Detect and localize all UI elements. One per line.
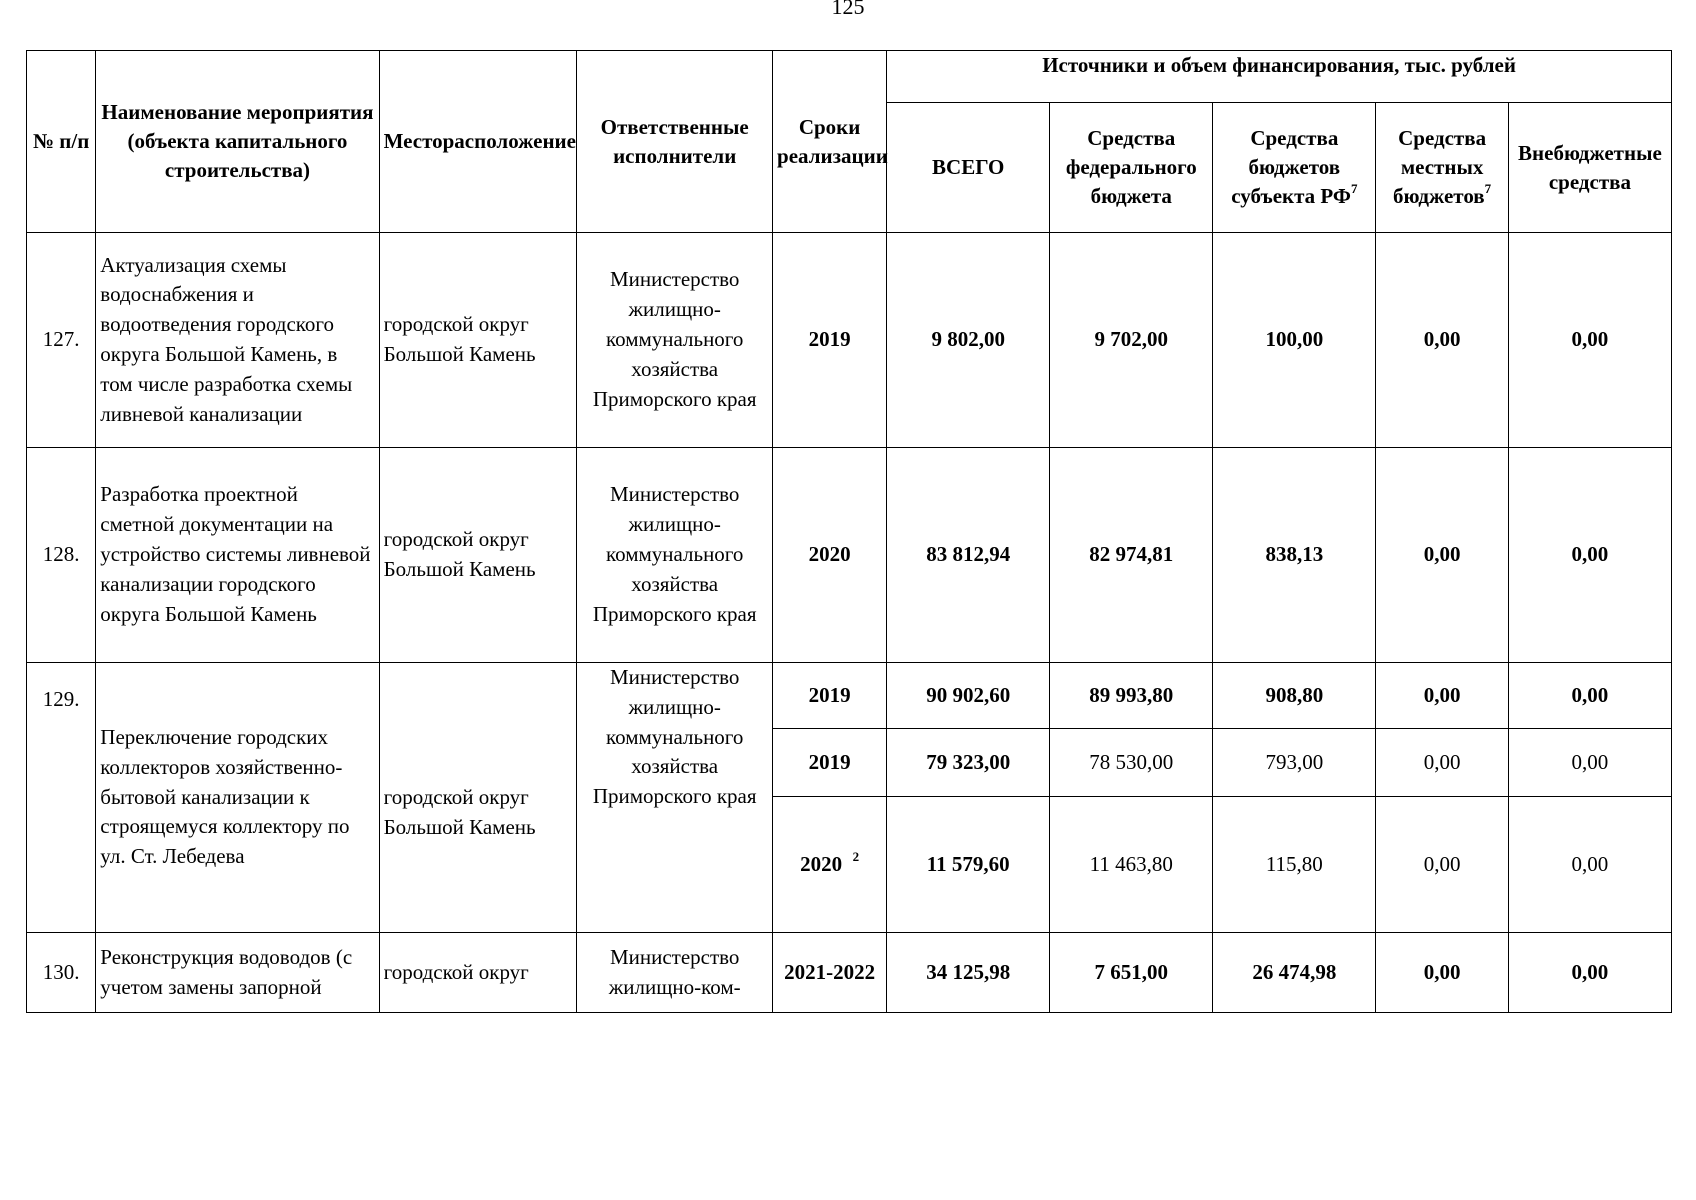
row-executor: Министерство жилищно-коммунального хозяйства Приморского края: [577, 663, 773, 933]
row-subject: 908,80: [1213, 663, 1376, 729]
footnote-mark: 7: [1350, 180, 1358, 196]
row-location: городской округ: [379, 933, 577, 1013]
row-extra: 0,00: [1508, 933, 1671, 1013]
row-local: 0,00: [1376, 797, 1508, 933]
row-executor: Министерство жилищно-ком-: [577, 933, 773, 1013]
row-subject: 115,80: [1213, 797, 1376, 933]
footnote-mark: 7: [1484, 180, 1492, 196]
row-period: 2020: [773, 448, 887, 663]
row-federal: 78 530,00: [1050, 729, 1213, 797]
row-federal: 7 651,00: [1050, 933, 1213, 1013]
header-executors: Ответственные исполнители: [577, 51, 773, 233]
row-total: 79 323,00: [887, 729, 1050, 797]
header-extra: Внебюджетные средства: [1508, 103, 1671, 233]
footnote-mark: 2: [852, 848, 860, 864]
row-extra: 0,00: [1508, 233, 1671, 448]
row-period: 2019: [773, 729, 887, 797]
table-row: [27, 933, 1672, 1013]
row-federal: 82 974,81: [1050, 448, 1213, 663]
row-name: Переключение городских коллекторов хозяйственно-бытовой канализации к строящемуся коллектору по ул. Ст. Лебедева: [96, 663, 379, 933]
row-subject: 838,13: [1213, 448, 1376, 663]
row-number: 130.: [27, 933, 96, 1013]
row-location: городской округ Большой Камень: [379, 233, 577, 448]
row-name: Разработка проектной сметной документации на устройство системы ливневой канализации городского округа Большой Камень: [96, 448, 379, 663]
row-period: 2019: [773, 233, 887, 448]
row-number: 129.: [27, 663, 96, 933]
header-local-label: Средства местных бюджетов: [1393, 126, 1487, 208]
row-subject: 26 474,98: [1213, 933, 1376, 1013]
row-total: 83 812,94: [887, 448, 1050, 663]
row-subject: 100,00: [1213, 233, 1376, 448]
row-name: Актуализация схемы водоснабжения и водоотведения городского округа Большой Камень, в том числе разработка схемы ливневой канализации: [96, 233, 379, 448]
header-federal: Средства федерального бюджета: [1050, 103, 1213, 233]
row-local: 0,00: [1376, 933, 1508, 1013]
row-location: городской округ Большой Камень: [379, 663, 577, 933]
row-number: 127.: [27, 233, 96, 448]
row-local: 0,00: [1376, 729, 1508, 797]
row-local: 0,00: [1376, 233, 1508, 448]
financing-table: [26, 50, 1672, 1013]
page-number: 125: [831, 0, 865, 19]
header-total: ВСЕГО: [887, 103, 1050, 233]
header-name: Наименование мероприятия (объекта капитального строительства): [96, 51, 379, 233]
row-period-label: 2020: [800, 851, 843, 876]
table-row: [27, 233, 1672, 448]
row-period: 2021-2022: [773, 933, 887, 1013]
row-extra: 0,00: [1508, 797, 1671, 933]
header-subject: [1213, 103, 1376, 233]
row-period: [773, 797, 887, 933]
table-row: [27, 448, 1672, 663]
row-federal: 89 993,80: [1050, 663, 1213, 729]
row-subject: 793,00: [1213, 729, 1376, 797]
header-location: Месторасположение: [379, 51, 577, 233]
row-extra: 0,00: [1508, 448, 1671, 663]
header-period: Сроки реализации: [773, 51, 887, 233]
row-extra: 0,00: [1508, 729, 1671, 797]
row-location: городской округ Большой Камень: [379, 448, 577, 663]
row-local: 0,00: [1376, 448, 1508, 663]
row-total: 11 579,60: [887, 797, 1050, 933]
row-name: Реконструкция водоводов (с учетом замены запорной: [96, 933, 379, 1013]
header-financing-group: Источники и объем финансирования, тыс. рублей: [887, 51, 1672, 103]
row-total: 34 125,98: [887, 933, 1050, 1013]
header-subject-label: Средства бюджетов субъекта РФ: [1231, 126, 1351, 208]
row-extra: 0,00: [1508, 663, 1671, 729]
table-row: [27, 663, 1672, 729]
table-header: [27, 51, 1672, 233]
row-total: 9 802,00: [887, 233, 1050, 448]
row-federal: 11 463,80: [1050, 797, 1213, 933]
header-local: [1376, 103, 1508, 233]
row-local: 0,00: [1376, 663, 1508, 729]
row-executor: Министерство жилищно-коммунального хозяйства Приморского края: [577, 448, 773, 663]
row-federal: 9 702,00: [1050, 233, 1213, 448]
header-number: № п/п: [27, 51, 96, 233]
row-total: 90 902,60: [887, 663, 1050, 729]
row-executor: Министерство жилищно-коммунального хозяйства Приморского края: [577, 233, 773, 448]
row-period: 2019: [773, 663, 887, 729]
row-number: 128.: [27, 448, 96, 663]
